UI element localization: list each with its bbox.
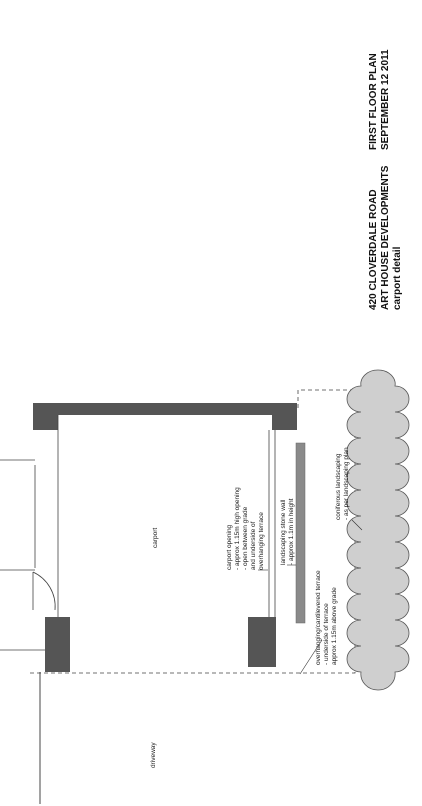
annotation-line: - underside of terrace [323,603,330,665]
landscaping-annotation [335,447,351,520]
annotation-line: - open between grade [242,506,249,570]
wall-top-band [33,403,297,415]
annotation-line: landscaping stone wall [280,499,287,565]
annotation-line: carport opening [226,524,233,570]
stone-wall-annotation [280,499,296,565]
annotation-line: overhanging/cantilevered terrace [315,570,322,665]
landscaping-stone-wall [296,443,305,623]
title-block-right [368,49,392,150]
annotation-line: - approx 1.1m in height [288,498,295,565]
developer-name: ART HOUSE DEVELOPMENTS [380,165,391,310]
title-block-left [368,166,404,310]
coniferous-hedge [347,370,409,690]
annotation-line: - approx 1.15m high opening [234,487,241,570]
annotation-line: coniferous landscaping [335,453,342,520]
wall-right-lower [248,617,276,667]
carport-opening-annotation [226,487,266,570]
drawing-date: SEPTEMBER 12 2011 [380,49,391,150]
wall-left-lower [45,617,70,672]
sheet-title: FIRST FLOOR PLAN [368,53,379,150]
annotation-line: overhanging terrace [258,512,265,570]
annotation-line: approx 1.15m above grade [331,587,338,665]
drawing-detail: carport detail [392,246,403,310]
project-address: 420 CLOVERDALE ROAD [368,189,379,310]
annotation-line: and underside of [250,521,257,570]
driveway-label: driveway [150,742,157,768]
door-swing-arc [33,572,55,610]
terrace-outline-dashed [30,390,355,673]
terrace-annotation [315,570,339,665]
wall-top-right [272,403,297,430]
carport-label: carport [152,527,159,548]
annotation-line: - as per landscaping plan [343,447,350,520]
